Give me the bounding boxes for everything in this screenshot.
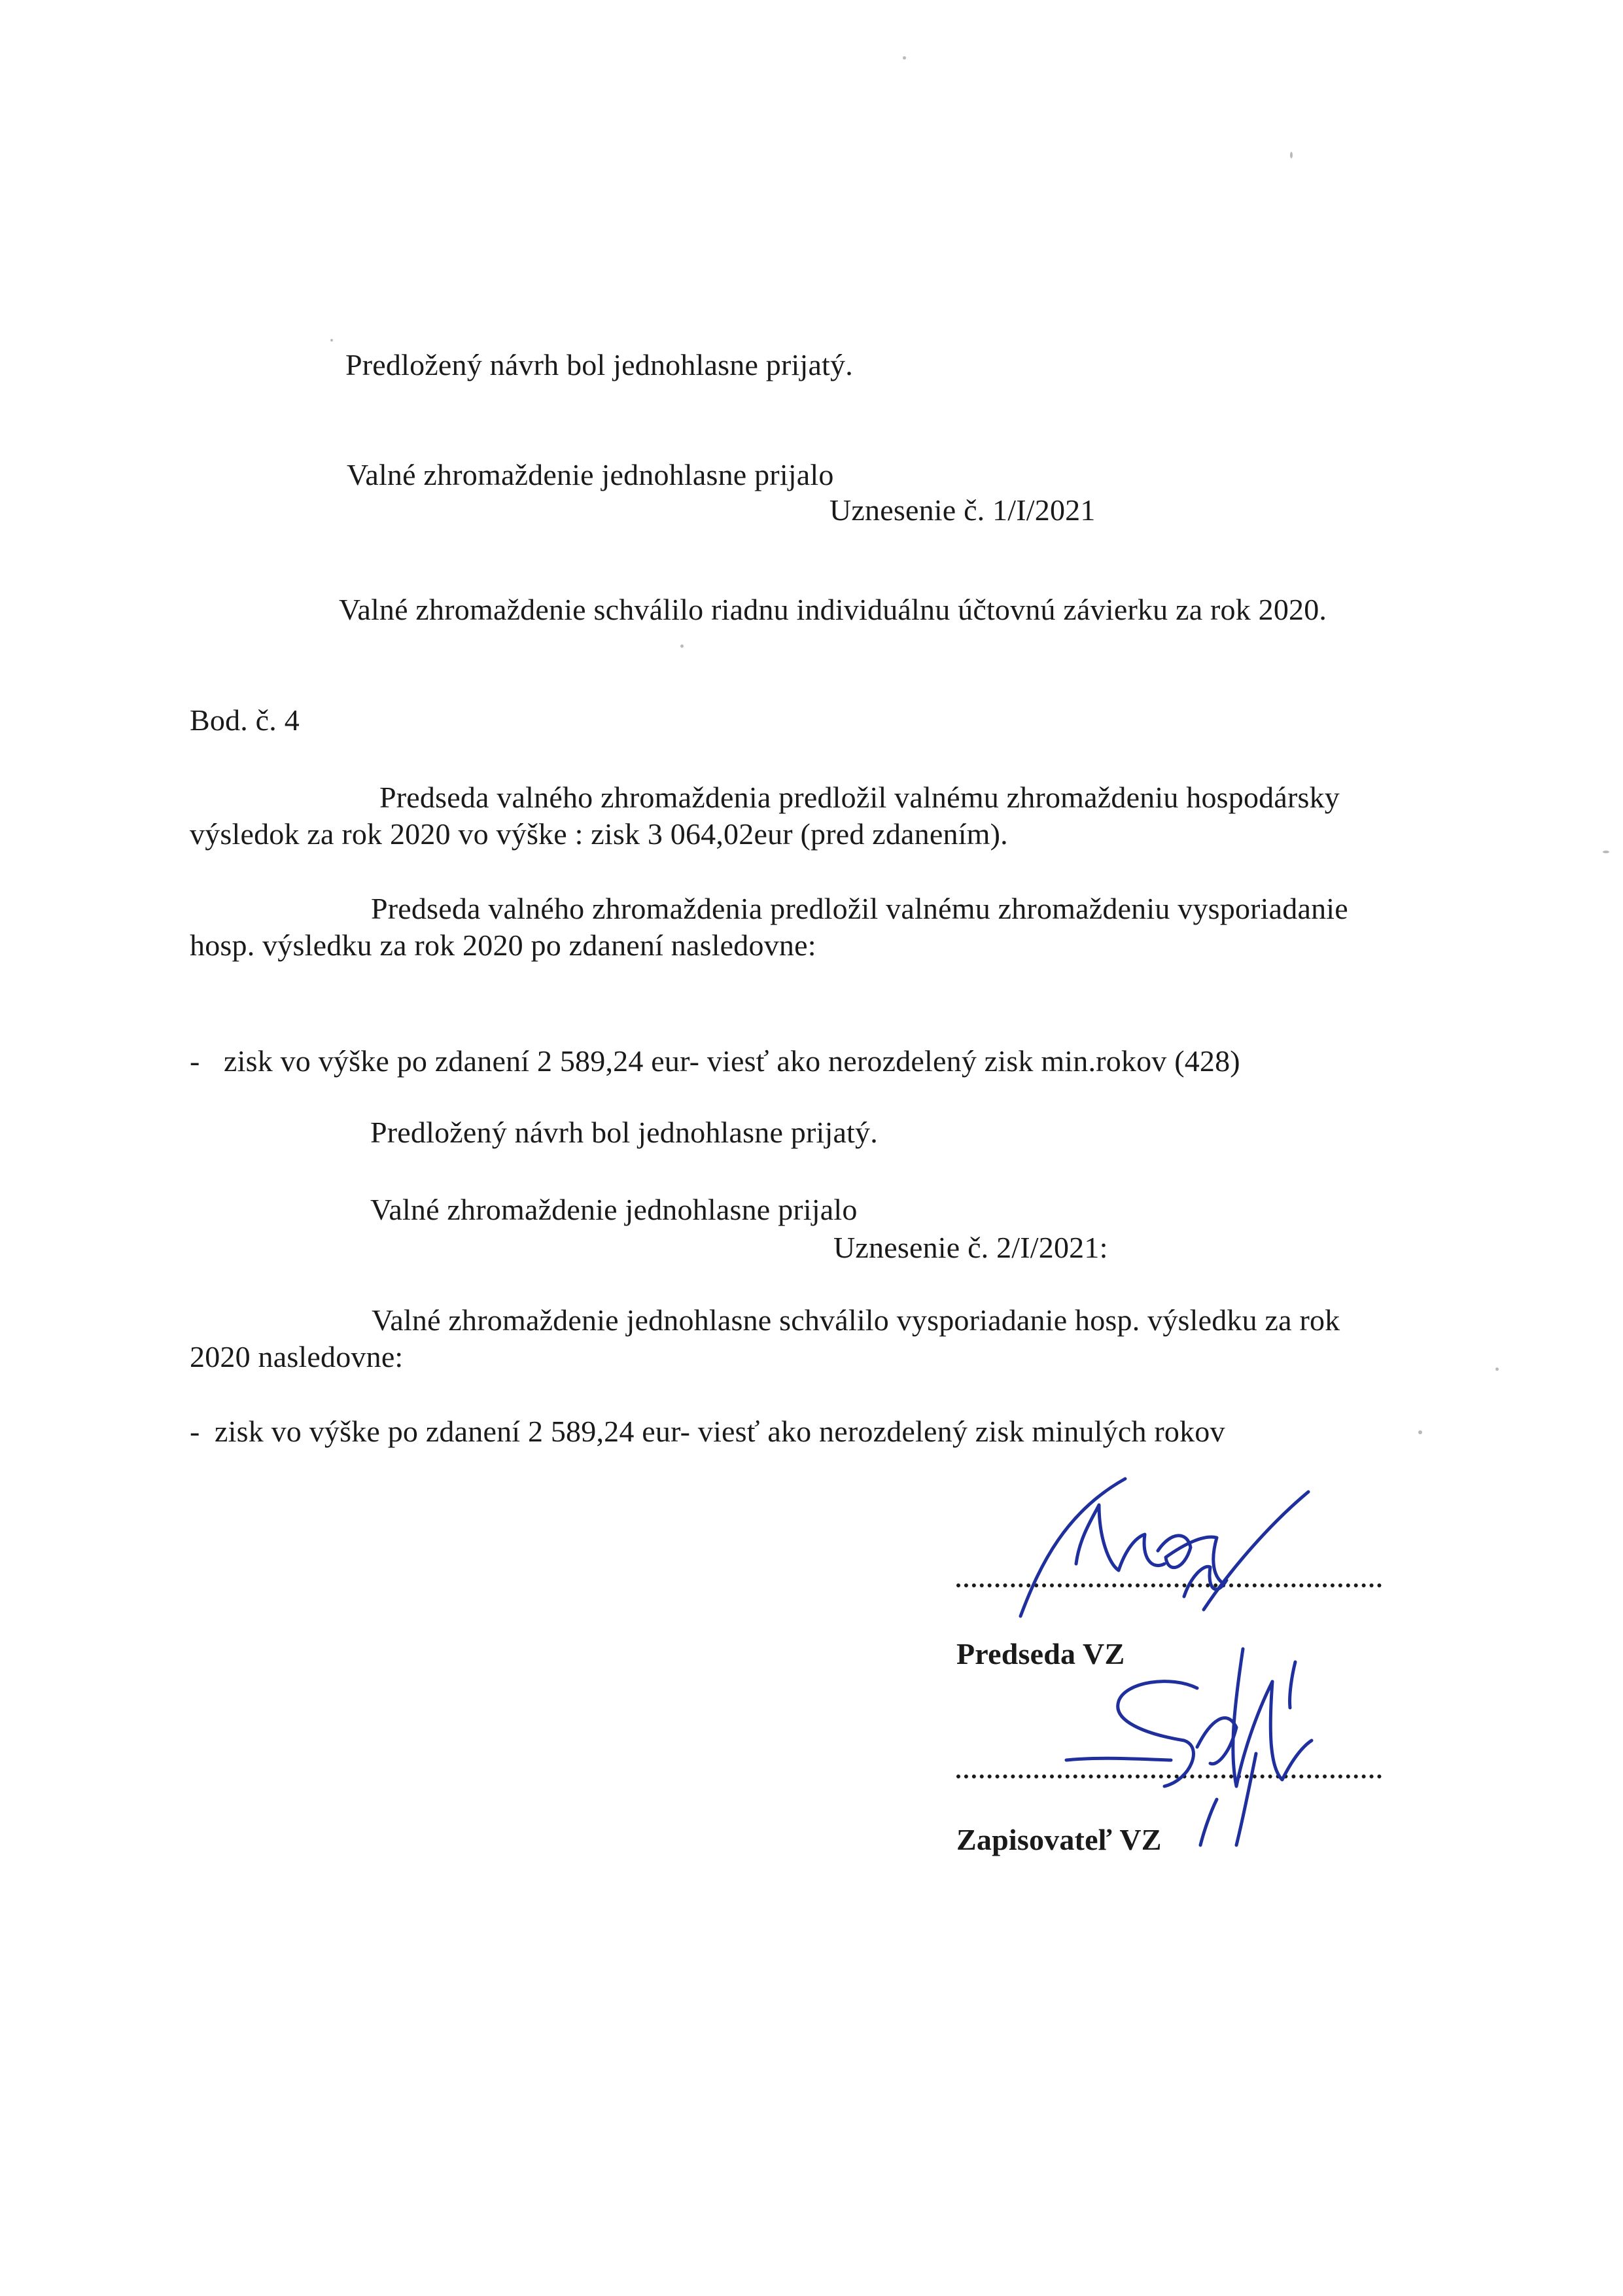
settlement-approval-line: Valné zhromaždenie jednohlasne schválilo vysporiadanie hosp. výsledku za rok: [372, 1303, 1340, 1337]
list-bullet: -: [190, 1044, 200, 1078]
recorder-signature: [1047, 1636, 1335, 1852]
chair-label: Predseda VZ: [956, 1637, 1125, 1670]
settlement-approval-line: 2020 nasledovne:: [190, 1340, 404, 1373]
result-paragraph-line: Predseda valného zhromaždenia predložil valnému zhromaždeniu hospodársky: [379, 781, 1340, 814]
recorder-label: Zapisovateľ VZ: [956, 1823, 1162, 1856]
scan-speck: [330, 339, 333, 342]
scan-speck: [1290, 152, 1293, 158]
profit-distribution-item: zisk vo výške po zdanení 2 589,24 eur- viesť ako nerozdelený zisk min.rokov (428): [224, 1044, 1240, 1078]
settlement-paragraph-line: hosp. výsledku za rok 2020 po zdanení nasledovne:: [190, 928, 816, 962]
profit-distribution-item: zisk vo výške po zdanení 2 589,24 eur- viesť ako nerozdelený zisk minulých rokov: [215, 1415, 1225, 1448]
item-heading: Bod. č. 4: [190, 703, 300, 737]
scan-speck: [1603, 851, 1609, 853]
assembly-adopted-text: Valné zhromaždenie jednohlasne prijalo: [347, 458, 834, 491]
list-bullet: -: [190, 1415, 200, 1448]
settlement-paragraph-line: Predseda valného zhromaždenia predložil valnému zhromaždeniu vysporiadanie: [371, 892, 1348, 925]
scan-speck: [1495, 1368, 1499, 1371]
assembly-adopted-text: Valné zhromaždenie jednohlasne prijalo: [370, 1193, 858, 1226]
scan-speck: [680, 645, 684, 648]
resolution-number: Uznesenie č. 1/I/2021: [829, 493, 1096, 527]
proposal-accepted-text: Predložený návrh bol jednohlasne prijatý.: [370, 1116, 878, 1149]
scan-speck: [1418, 1430, 1422, 1434]
chair-signature: [994, 1466, 1335, 1623]
financial-statement-approval: Valné zhromaždenie schválilo riadnu individuálnu účtovnú závierku za rok 2020.: [339, 593, 1327, 626]
scan-speck: [903, 56, 906, 60]
result-paragraph-line: výsledok za rok 2020 vo výške : zisk 3 064,02eur (pred zdanením).: [190, 817, 1008, 851]
proposal-accepted-text: Predložený návrh bol jednohlasne prijatý.: [345, 348, 853, 381]
resolution-number: Uznesenie č. 2/I/2021:: [833, 1231, 1108, 1264]
